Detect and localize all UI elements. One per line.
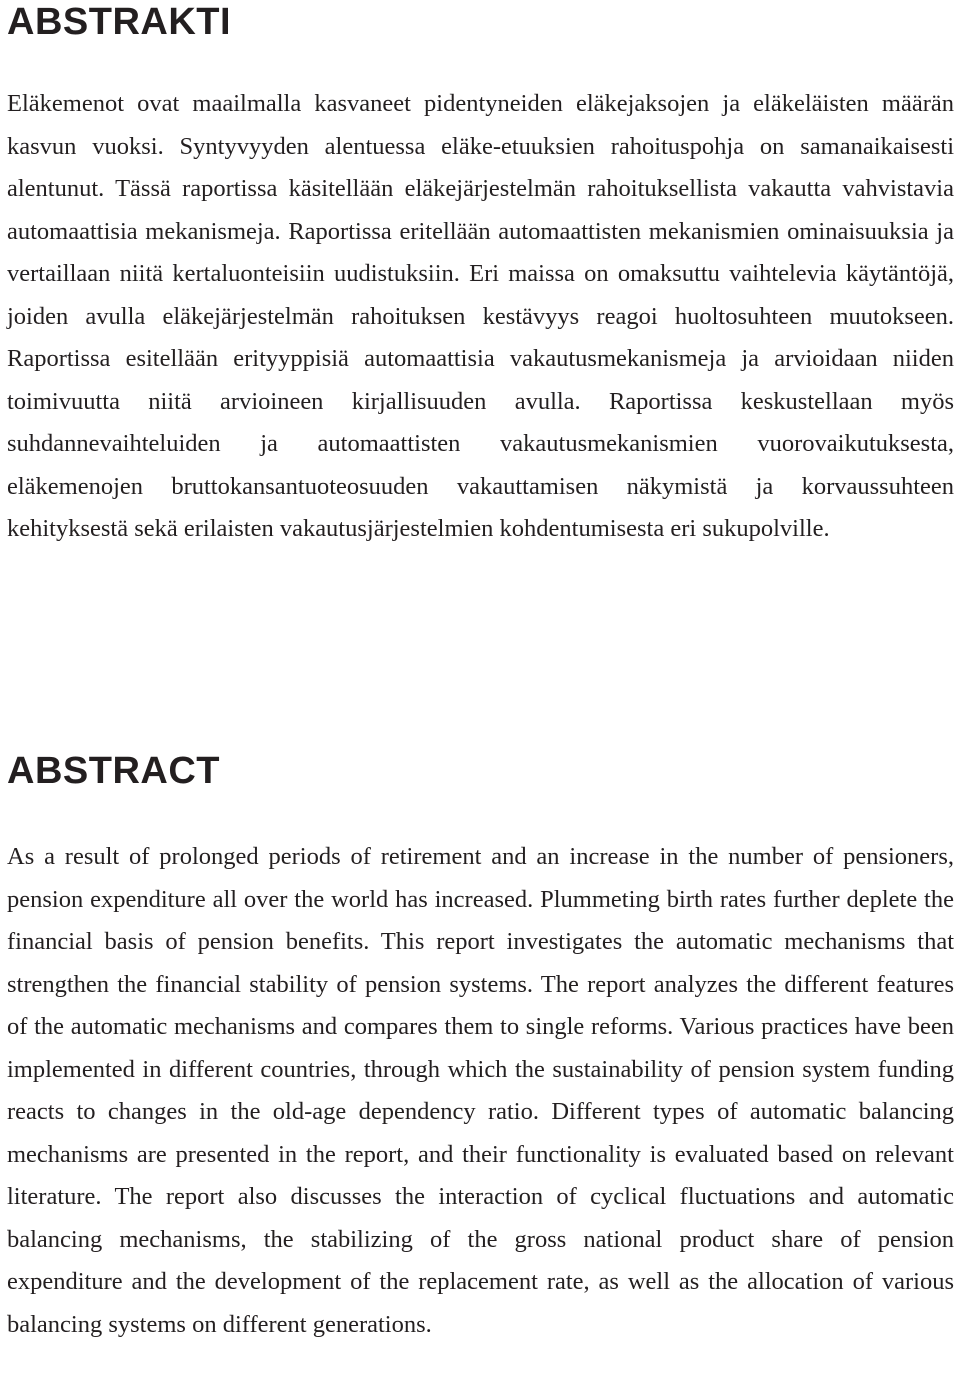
english-abstract-heading: ABSTRACT (7, 750, 220, 792)
finnish-abstract-body: Eläkemenot ovat maailmalla kasvaneet pidentyneiden eläkejaksojen ja eläkeläisten määrän kasvun vuoksi. Syntyvyyden alentuessa eläke-etuuksien rahoituspohja on samanaikaisesti alentunut. Tässä raportissa käsitellään eläkejärjestelmän rahoituksellista vakautta vahvistavia automaattisia mekanismeja. Raportissa eritellään automaattisten mekanismien ominaisuuksia ja vertaillaan niitä kertaluonteisiin uudistuksiin. Eri maissa on omaksuttu vaihtelevia käytäntöjä, joiden avulla eläkejärjestelmän rahoituksen kestävyys reagoi huoltosuhteen muutokseen. Raportissa esitellään erityyppisiä automaattisia vakautusmekanismeja ja arvioidaan niiden toimivuutta niitä arvioineen kirjallisuuden avulla. Raportissa keskustellaan myös suhdannevaihteluiden ja automaattisten vakautusmekanismien vuorovaikutuksesta, eläkemenojen bruttokansantuoteosuuden vakauttamisen näkymistä ja korvaussuhteen kehityksestä sekä erilaisten vakautusjärjestelmien kohdentumisesta eri sukupolville. (7, 90, 954, 542)
english-abstract-body: As a result of prolonged periods of retirement and an increase in the number of pensioners, pension expenditure all over the world has increased. Plummeting birth rates further deplete the financial basis of pension benefits. This report investigates the automatic mechanisms that strengthen the financial stability of pension systems. The report analyzes the different features of the automatic mechanisms and compares them to single reforms. Various practices have been implemented in different countries, through which the sustainability of pension system funding reacts to changes in the old-age dependency ratio. Different types of automatic balancing mechanisms are presented in the report, and their functionality is evaluated based on relevant literature. The report also discusses the interaction of cyclical fluctuations and automatic balancing mechanisms, the stabilizing of the gross national product share of pension expenditure and the development of the replacement rate, as well as the allocation of various balancing systems on different generations. (7, 843, 954, 1338)
finnish-abstract-heading: ABSTRAKTI (7, 1, 232, 43)
